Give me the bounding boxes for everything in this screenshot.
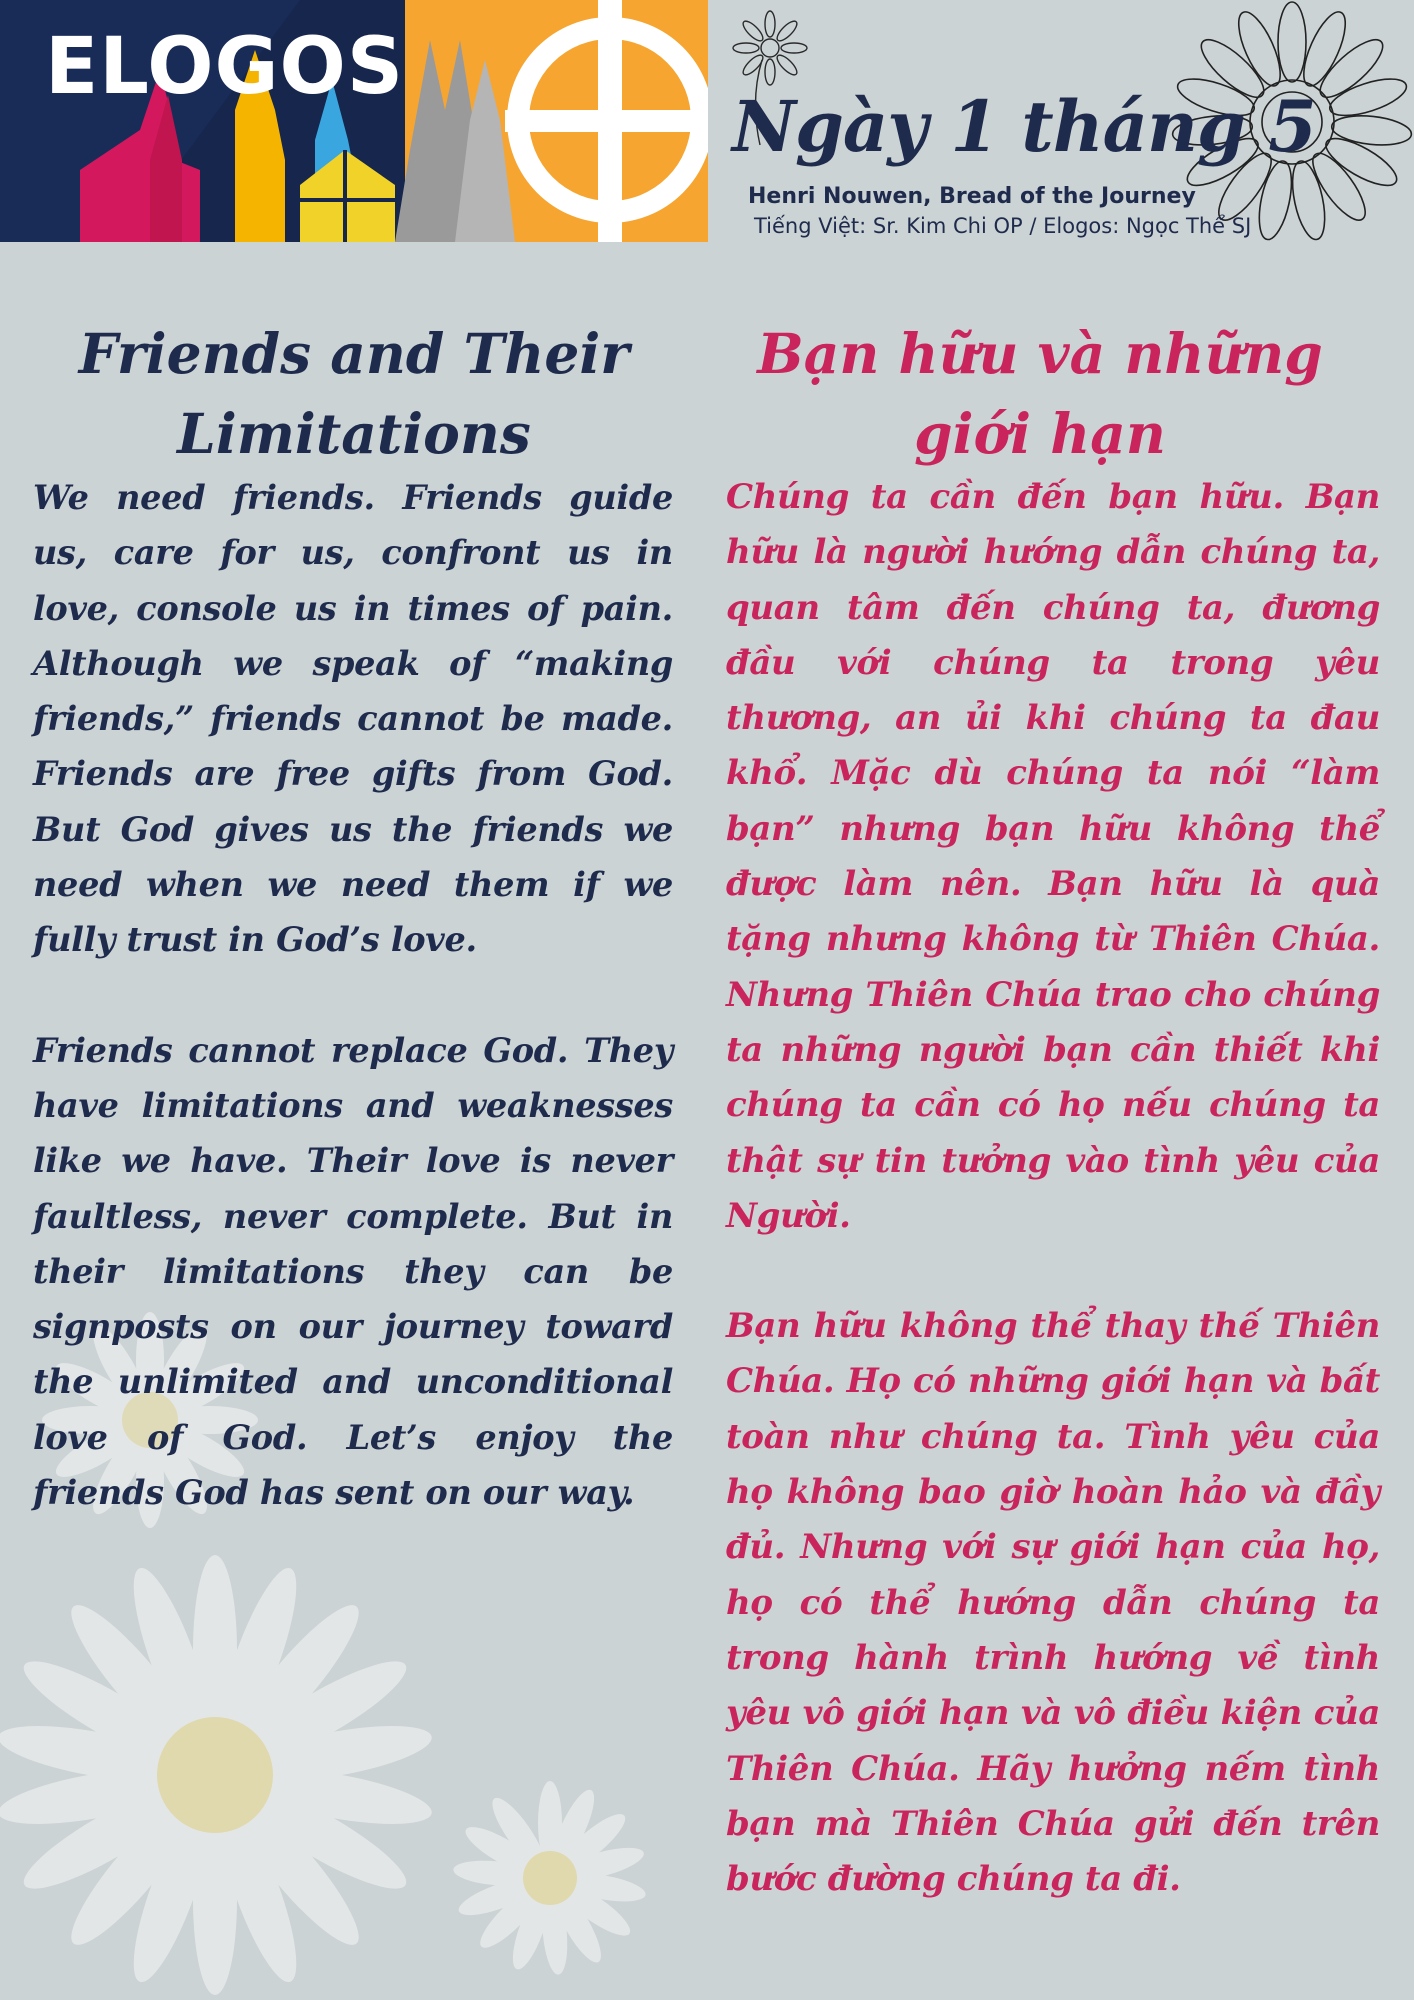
english-title [40, 314, 668, 474]
date-title: Ngày 1 tháng 5 [732, 85, 1316, 168]
elogos-banner [0, 0, 708, 242]
english-title-line-2: Limitations [177, 401, 531, 466]
vietnamese-paragraph-1: Chúng ta cần đến bạn hữu. Bạn hữu là người hướng dẫn chúng ta, quan tâm đến chúng ta, đương đầu với chúng ta trong yêu thương, an ủi khi chúng ta đau khổ. Mặc dù chúng ta nói “làm bạn” nhưng bạn hữu không thể được làm nên. Bạn hữu là quà tặng nhưng không từ Thiên Chúa. Nhưng Thiên Chúa trao cho chúng ta những người bạn cần thiết khi chúng ta cần có họ nếu chúng ta thật sự tin tưởng vào tình yêu của Người. [726, 477, 1380, 1236]
english-paragraph-1: We need friends. Friends guide us, care for us, confront us in love, console us in times of pain. Although we speak of “making friends,” friends cannot be made. Friends are free gifts from God. But God gives us the friends we need when we need them if we fully trust in God’s love. [33, 478, 673, 960]
author-line: Henri Nouwen, Bread of the Journey [748, 184, 1196, 209]
english-body [33, 470, 673, 1575]
translator-line: Tiếng Việt: Sr. Kim Chi OP / Elogos: Ngọc Thể SJ [754, 214, 1252, 238]
vietnamese-title-line-2: giới hạn [914, 401, 1166, 466]
elogos-logo: ELOGOS [45, 22, 405, 112]
vietnamese-title [720, 314, 1360, 474]
vietnamese-title-line-1: Bạn hữu và những [757, 321, 1323, 386]
english-title-line-1: Friends and Their [78, 321, 630, 386]
vietnamese-body [726, 470, 1380, 1962]
vietnamese-paragraph-2: Bạn hữu không thể thay thế Thiên Chúa. Họ có những giới hạn và bất toàn như chúng ta. Tình yêu của họ không bao giờ hoàn hảo và đầy đủ. Nhưng với sự giới hạn của họ, họ có thể hướng dẫn chúng ta trong hành trình hướng về tình yêu vô giới hạn và vô điều kiện của Thiên Chúa. Hãy hưởng nếm tình bạn mà Thiên Chúa gửi đến trên bước đường chúng ta đi. [726, 1306, 1380, 1900]
english-paragraph-2: Friends cannot replace God. They have limitations and weaknesses like we have. Their love is never faultless, never complete. But in their limitations they can be signposts on our journey toward the unlimited and unconditional love of God. Let’s enjoy the friends God has sent on our way. [33, 1030, 673, 1513]
